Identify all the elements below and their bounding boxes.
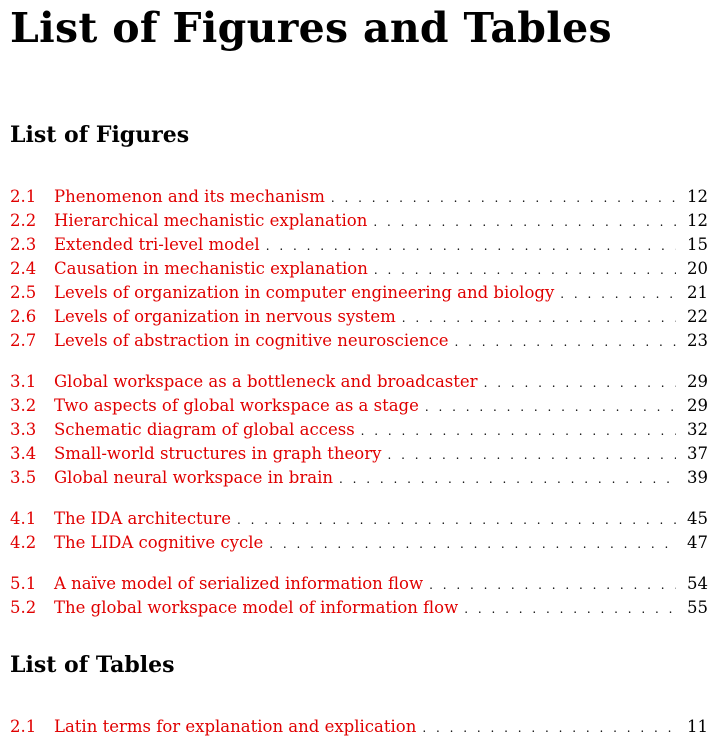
figure-entry-title: The global workspace model of information flow: [54, 598, 459, 617]
table-entry-title: Latin terms for explanation and explication: [54, 717, 417, 736]
figure-entry-number: 3.2: [10, 396, 37, 415]
figure-entry-number: 4.2: [10, 533, 37, 552]
figure-entry-title: Levels of organization in computer engineering and biology: [54, 283, 555, 302]
figure-entry-number: 3.5: [10, 468, 37, 487]
dot-leader: [237, 508, 676, 532]
figure-entry-title: Global neural workspace in brain: [54, 468, 333, 487]
figure-entry-page-number: 32: [687, 420, 708, 439]
figure-entry-title: A naïve model of serialized information flow: [54, 574, 424, 593]
figure-entry-group: [10, 572, 708, 620]
figure-entry[interactable]: [10, 370, 708, 394]
list-of-tables-heading: List of Tables: [10, 652, 175, 678]
figure-entry[interactable]: [10, 329, 708, 353]
figure-entry-page-number: 54: [687, 574, 708, 593]
figure-entry-number: 3.1: [10, 372, 37, 391]
figure-entry-page-number: 20: [687, 259, 708, 278]
figure-entry-number: 4.1: [10, 509, 37, 528]
figure-entry-page-number: 22: [687, 307, 708, 326]
dot-leader: [402, 306, 676, 330]
page-title: List of Figures and Tables: [10, 4, 612, 52]
figure-entry[interactable]: [10, 185, 708, 209]
dot-leader: [455, 330, 676, 354]
figure-entry-page-number: 12: [687, 187, 708, 206]
dot-leader: [266, 234, 676, 258]
figure-entry-title: Levels of abstraction in cognitive neuroscience: [54, 331, 449, 350]
dot-leader: [560, 282, 676, 306]
figure-entry-title: The LIDA cognitive cycle: [54, 533, 264, 552]
figure-entry-group: [10, 370, 708, 490]
figure-entry[interactable]: [10, 507, 708, 531]
figure-entry-number: 3.3: [10, 420, 37, 439]
figure-entry[interactable]: [10, 209, 708, 233]
figure-entry-title: Small-world structures in graph theory: [54, 444, 382, 463]
figure-entry-title: Two aspects of global workspace as a stage: [54, 396, 419, 415]
figure-entry-page-number: 45: [687, 509, 708, 528]
figure-entry-number: 2.4: [10, 259, 37, 278]
figure-entry[interactable]: [10, 531, 708, 555]
figure-entry[interactable]: [10, 572, 708, 596]
dot-leader: [387, 443, 676, 467]
list-of-figures: [10, 185, 708, 637]
dot-leader: [422, 716, 676, 740]
figure-entry[interactable]: [10, 305, 708, 329]
dot-leader: [425, 395, 676, 419]
figure-entry-page-number: 29: [687, 372, 708, 391]
dot-leader: [339, 467, 676, 491]
list-of-tables: [10, 715, 708, 756]
figure-entry-title: Causation in mechanistic explanation: [54, 259, 368, 278]
dot-leader: [374, 258, 676, 282]
figure-entry[interactable]: [10, 442, 708, 466]
dot-leader: [331, 186, 676, 210]
dot-leader: [269, 532, 676, 556]
dot-leader: [361, 419, 676, 443]
figure-entry-page-number: 21: [687, 283, 708, 302]
figure-entry-title: Extended tri-level model: [54, 235, 260, 254]
figure-entry[interactable]: [10, 418, 708, 442]
figure-entry[interactable]: [10, 233, 708, 257]
figure-entry-number: 2.7: [10, 331, 37, 350]
figure-entry-page-number: 47: [687, 533, 708, 552]
dot-leader: [373, 210, 676, 234]
figure-entry-number: 2.3: [10, 235, 37, 254]
list-of-figures-heading: List of Figures: [10, 122, 190, 148]
figure-entry-group: [10, 185, 708, 353]
figure-entry-title: The IDA architecture: [54, 509, 231, 528]
figure-entry-number: 2.1: [10, 187, 37, 206]
figure-entry-title: Phenomenon and its mechanism: [54, 187, 325, 206]
figure-entry-page-number: 37: [687, 444, 708, 463]
figure-entry[interactable]: [10, 257, 708, 281]
dot-leader: [484, 371, 676, 395]
figure-entry-page-number: 15: [687, 235, 708, 254]
figure-entry-page-number: 29: [687, 396, 708, 415]
figure-entry[interactable]: [10, 394, 708, 418]
figure-entry-page-number: 23: [687, 331, 708, 350]
table-entry-page-number: 11: [687, 717, 708, 736]
table-entry-number: 2.1: [10, 717, 37, 736]
figure-entry-title: Schematic diagram of global access: [54, 420, 355, 439]
figure-entry-number: 3.4: [10, 444, 37, 463]
figure-entry-number: 2.5: [10, 283, 37, 302]
figure-entry[interactable]: [10, 281, 708, 305]
figure-entry-number: 2.6: [10, 307, 37, 326]
figure-entry[interactable]: [10, 596, 708, 620]
figure-entry-number: 2.2: [10, 211, 37, 230]
table-entry[interactable]: [10, 715, 708, 739]
figure-entry-number: 5.1: [10, 574, 37, 593]
figure-entry-title: Global workspace as a bottleneck and broadcaster: [54, 372, 478, 391]
figure-entry-group: [10, 507, 708, 555]
figure-entry-page-number: 12: [687, 211, 708, 230]
figure-entry-page-number: 39: [687, 468, 708, 487]
dot-leader: [464, 597, 676, 621]
figure-entry-page-number: 55: [687, 598, 708, 617]
figure-entry[interactable]: [10, 466, 708, 490]
figure-entry-title: Levels of organization in nervous system: [54, 307, 396, 326]
figure-entry-title: Hierarchical mechanistic explanation: [54, 211, 368, 230]
figure-entry-number: 5.2: [10, 598, 37, 617]
table-entry-group: [10, 715, 708, 739]
dot-leader: [429, 573, 676, 597]
